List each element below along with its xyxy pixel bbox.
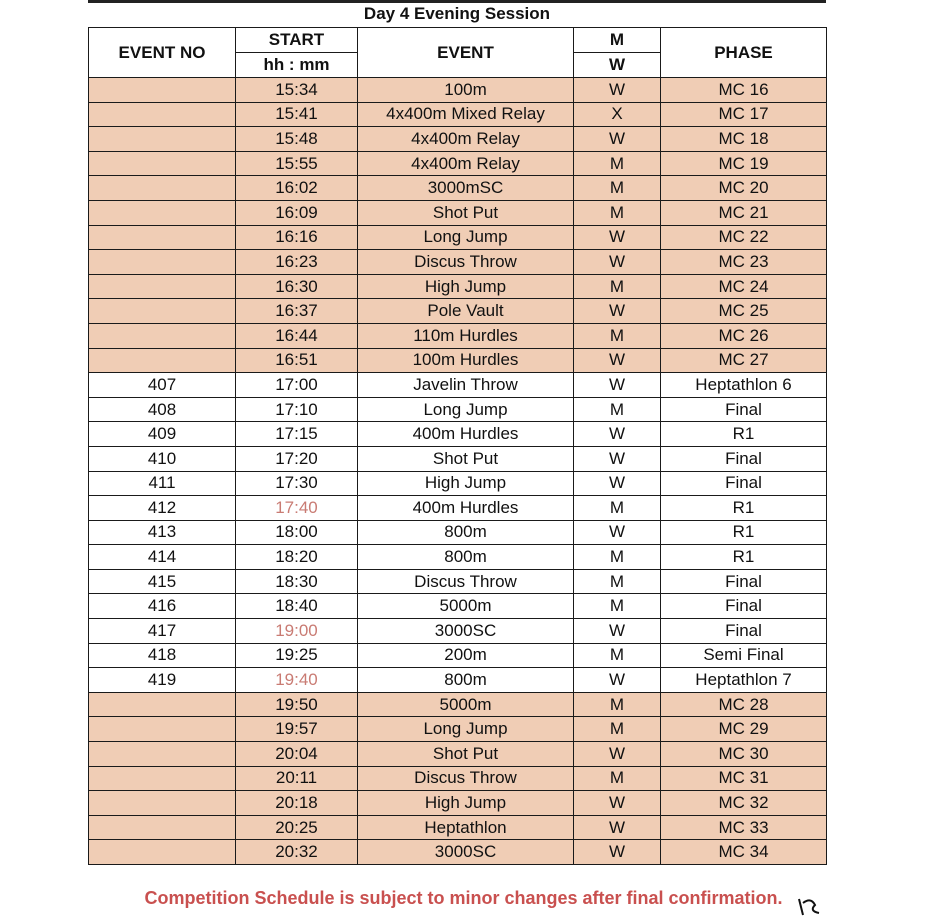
cell-event-no: 408 bbox=[89, 397, 236, 422]
cell-event: High Jump bbox=[358, 791, 574, 816]
cell-gender: W bbox=[574, 299, 661, 324]
table-row bbox=[89, 815, 827, 840]
cell-event: 800m bbox=[358, 668, 574, 693]
cell-phase: Semi Final bbox=[661, 643, 827, 668]
header-start-format: hh : mm bbox=[236, 53, 358, 78]
table-row bbox=[89, 840, 827, 865]
cell-phase: R1 bbox=[661, 545, 827, 570]
cell-event-no bbox=[89, 176, 236, 201]
cell-event: 3000SC bbox=[358, 619, 574, 644]
cell-event: 4x400m Relay bbox=[358, 151, 574, 176]
table-row bbox=[89, 373, 827, 398]
cell-phase: MC 31 bbox=[661, 766, 827, 791]
table-row bbox=[89, 471, 827, 496]
cell-phase: Heptathlon 6 bbox=[661, 373, 827, 398]
cell-event-no bbox=[89, 200, 236, 225]
cell-start-time: 16:51 bbox=[236, 348, 358, 373]
table-row bbox=[89, 102, 827, 127]
table-row bbox=[89, 791, 827, 816]
cell-gender: M bbox=[574, 496, 661, 521]
cell-phase: MC 16 bbox=[661, 78, 827, 103]
cell-event-no bbox=[89, 274, 236, 299]
header-gender-w: W bbox=[574, 53, 661, 78]
cell-event-no bbox=[89, 766, 236, 791]
cell-event-no bbox=[89, 717, 236, 742]
cell-start-time: 20:32 bbox=[236, 840, 358, 865]
cell-phase: MC 33 bbox=[661, 815, 827, 840]
cell-gender: W bbox=[574, 668, 661, 693]
header-start: START bbox=[236, 28, 358, 53]
cell-event-no: 412 bbox=[89, 496, 236, 521]
cell-phase: MC 34 bbox=[661, 840, 827, 865]
cell-gender: W bbox=[574, 348, 661, 373]
cell-gender: M bbox=[574, 274, 661, 299]
footer-note: Competition Schedule is subject to minor changes after final confirmation. bbox=[144, 888, 783, 908]
cell-phase: MC 25 bbox=[661, 299, 827, 324]
cell-phase: MC 27 bbox=[661, 348, 827, 373]
cell-start-time: 18:00 bbox=[236, 520, 358, 545]
cell-event-no: 411 bbox=[89, 471, 236, 496]
cell-start-time: 17:30 bbox=[236, 471, 358, 496]
cell-event-no: 410 bbox=[89, 446, 236, 471]
table-row bbox=[89, 742, 827, 767]
cell-gender: W bbox=[574, 78, 661, 103]
cell-phase: MC 28 bbox=[661, 692, 827, 717]
cell-start-time: 18:40 bbox=[236, 594, 358, 619]
cell-gender: W bbox=[574, 520, 661, 545]
schedule-body bbox=[89, 78, 827, 865]
cell-start-time: 19:50 bbox=[236, 692, 358, 717]
cell-start-time: 15:48 bbox=[236, 127, 358, 152]
cell-phase: MC 32 bbox=[661, 791, 827, 816]
cell-start-time: 17:40 bbox=[236, 496, 358, 521]
cell-event: 5000m bbox=[358, 594, 574, 619]
cell-start-time: 16:09 bbox=[236, 200, 358, 225]
cell-gender: M bbox=[574, 692, 661, 717]
cell-event: High Jump bbox=[358, 274, 574, 299]
cell-event: 800m bbox=[358, 545, 574, 570]
table-row bbox=[89, 717, 827, 742]
cell-gender: W bbox=[574, 127, 661, 152]
cell-start-time: 16:23 bbox=[236, 250, 358, 275]
cell-event: 4x400m Mixed Relay bbox=[358, 102, 574, 127]
table-row bbox=[89, 274, 827, 299]
cell-phase: MC 24 bbox=[661, 274, 827, 299]
cell-event: 4x400m Relay bbox=[358, 127, 574, 152]
cell-event: 5000m bbox=[358, 692, 574, 717]
cell-event-no bbox=[89, 78, 236, 103]
cell-event: Shot Put bbox=[358, 200, 574, 225]
cell-phase: Final bbox=[661, 446, 827, 471]
cell-start-time: 20:11 bbox=[236, 766, 358, 791]
cell-event-no: 418 bbox=[89, 643, 236, 668]
cell-start-time: 16:30 bbox=[236, 274, 358, 299]
signature-mark bbox=[795, 895, 825, 917]
cell-event: Pole Vault bbox=[358, 299, 574, 324]
cell-start-time: 18:30 bbox=[236, 569, 358, 594]
cell-event-no: 409 bbox=[89, 422, 236, 447]
cell-start-time: 16:16 bbox=[236, 225, 358, 250]
cell-event: Javelin Throw bbox=[358, 373, 574, 398]
cell-phase: MC 22 bbox=[661, 225, 827, 250]
table-row bbox=[89, 520, 827, 545]
cell-start-time: 19:25 bbox=[236, 643, 358, 668]
cell-start-time: 19:00 bbox=[236, 619, 358, 644]
cell-gender: W bbox=[574, 619, 661, 644]
cell-gender: M bbox=[574, 151, 661, 176]
page-title: Day 4 Evening Session bbox=[363, 4, 551, 23]
cell-event-no: 414 bbox=[89, 545, 236, 570]
cell-event: 100m Hurdles bbox=[358, 348, 574, 373]
cell-event-no: 413 bbox=[89, 520, 236, 545]
cell-phase: Final bbox=[661, 397, 827, 422]
cell-event-no bbox=[89, 348, 236, 373]
cell-event: 400m Hurdles bbox=[358, 422, 574, 447]
cell-phase: MC 21 bbox=[661, 200, 827, 225]
cell-gender: W bbox=[574, 250, 661, 275]
cell-start-time: 18:20 bbox=[236, 545, 358, 570]
cell-gender: M bbox=[574, 594, 661, 619]
top-rule bbox=[88, 0, 826, 3]
cell-start-time: 17:00 bbox=[236, 373, 358, 398]
table-row bbox=[89, 151, 827, 176]
table-row bbox=[89, 766, 827, 791]
cell-event: 800m bbox=[358, 520, 574, 545]
cell-event-no bbox=[89, 151, 236, 176]
table-row bbox=[89, 176, 827, 201]
cell-start-time: 16:02 bbox=[236, 176, 358, 201]
cell-event-no bbox=[89, 225, 236, 250]
cell-gender: W bbox=[574, 373, 661, 398]
cell-gender: X bbox=[574, 102, 661, 127]
cell-start-time: 16:37 bbox=[236, 299, 358, 324]
cell-event: 400m Hurdles bbox=[358, 496, 574, 521]
cell-event: 3000SC bbox=[358, 840, 574, 865]
cell-gender: W bbox=[574, 742, 661, 767]
cell-event-no bbox=[89, 323, 236, 348]
table-row bbox=[89, 250, 827, 275]
cell-start-time: 19:40 bbox=[236, 668, 358, 693]
cell-event-no bbox=[89, 815, 236, 840]
table-row bbox=[89, 446, 827, 471]
table-row bbox=[89, 545, 827, 570]
cell-gender: W bbox=[574, 225, 661, 250]
cell-start-time: 19:57 bbox=[236, 717, 358, 742]
cell-start-time: 20:04 bbox=[236, 742, 358, 767]
cell-start-time: 16:44 bbox=[236, 323, 358, 348]
cell-gender: M bbox=[574, 545, 661, 570]
table-row bbox=[89, 397, 827, 422]
cell-event: Long Jump bbox=[358, 717, 574, 742]
cell-event-no: 416 bbox=[89, 594, 236, 619]
cell-event: Shot Put bbox=[358, 742, 574, 767]
cell-event: 110m Hurdles bbox=[358, 323, 574, 348]
cell-event-no bbox=[89, 299, 236, 324]
cell-start-time: 17:20 bbox=[236, 446, 358, 471]
cell-event: Discus Throw bbox=[358, 569, 574, 594]
cell-event: Discus Throw bbox=[358, 250, 574, 275]
cell-phase: Final bbox=[661, 594, 827, 619]
header-event-no: EVENT NO bbox=[89, 28, 236, 78]
cell-event: Discus Throw bbox=[358, 766, 574, 791]
table-row bbox=[89, 619, 827, 644]
schedule-table bbox=[88, 27, 827, 865]
cell-event-no bbox=[89, 102, 236, 127]
table-row bbox=[89, 348, 827, 373]
cell-phase: R1 bbox=[661, 496, 827, 521]
cell-event-no bbox=[89, 840, 236, 865]
cell-start-time: 20:25 bbox=[236, 815, 358, 840]
cell-event-no bbox=[89, 742, 236, 767]
cell-gender: W bbox=[574, 840, 661, 865]
cell-event: High Jump bbox=[358, 471, 574, 496]
cell-gender: M bbox=[574, 176, 661, 201]
cell-event-no bbox=[89, 250, 236, 275]
cell-event: Long Jump bbox=[358, 225, 574, 250]
cell-phase: Final bbox=[661, 471, 827, 496]
cell-gender: W bbox=[574, 471, 661, 496]
cell-start-time: 20:18 bbox=[236, 791, 358, 816]
table-row bbox=[89, 643, 827, 668]
cell-event-no: 419 bbox=[89, 668, 236, 693]
cell-phase: Heptathlon 7 bbox=[661, 668, 827, 693]
cell-event-no: 407 bbox=[89, 373, 236, 398]
table-row bbox=[89, 668, 827, 693]
table-row bbox=[89, 225, 827, 250]
cell-phase: MC 19 bbox=[661, 151, 827, 176]
cell-event: Shot Put bbox=[358, 446, 574, 471]
cell-phase: R1 bbox=[661, 422, 827, 447]
cell-phase: MC 23 bbox=[661, 250, 827, 275]
header-gender-m: M bbox=[574, 28, 661, 53]
cell-event: Long Jump bbox=[358, 397, 574, 422]
cell-gender: M bbox=[574, 397, 661, 422]
header-phase: PHASE bbox=[661, 28, 827, 78]
cell-event: 3000mSC bbox=[358, 176, 574, 201]
cell-start-time: 15:41 bbox=[236, 102, 358, 127]
cell-gender: M bbox=[574, 717, 661, 742]
table-row bbox=[89, 496, 827, 521]
cell-start-time: 17:15 bbox=[236, 422, 358, 447]
cell-gender: W bbox=[574, 446, 661, 471]
cell-gender: M bbox=[574, 569, 661, 594]
table-row bbox=[89, 78, 827, 103]
table-row bbox=[89, 692, 827, 717]
cell-phase: MC 29 bbox=[661, 717, 827, 742]
cell-event-no bbox=[89, 127, 236, 152]
cell-event: Heptathlon bbox=[358, 815, 574, 840]
cell-phase: Final bbox=[661, 619, 827, 644]
cell-start-time: 15:55 bbox=[236, 151, 358, 176]
cell-phase: MC 26 bbox=[661, 323, 827, 348]
cell-phase: MC 30 bbox=[661, 742, 827, 767]
cell-gender: M bbox=[574, 200, 661, 225]
cell-phase: MC 17 bbox=[661, 102, 827, 127]
table-row bbox=[89, 569, 827, 594]
table-row bbox=[89, 299, 827, 324]
cell-gender: M bbox=[574, 323, 661, 348]
cell-gender: W bbox=[574, 791, 661, 816]
header-event: EVENT bbox=[358, 28, 574, 78]
cell-start-time: 17:10 bbox=[236, 397, 358, 422]
cell-event: 100m bbox=[358, 78, 574, 103]
header-row bbox=[89, 28, 827, 53]
cell-event-no bbox=[89, 692, 236, 717]
cell-gender: M bbox=[574, 643, 661, 668]
cell-gender: M bbox=[574, 766, 661, 791]
cell-phase: MC 18 bbox=[661, 127, 827, 152]
cell-start-time: 15:34 bbox=[236, 78, 358, 103]
table-row bbox=[89, 594, 827, 619]
cell-event-no: 417 bbox=[89, 619, 236, 644]
table-row bbox=[89, 323, 827, 348]
cell-phase: R1 bbox=[661, 520, 827, 545]
cell-gender: W bbox=[574, 422, 661, 447]
cell-event-no: 415 bbox=[89, 569, 236, 594]
table-row bbox=[89, 127, 827, 152]
cell-phase: MC 20 bbox=[661, 176, 827, 201]
table-row bbox=[89, 200, 827, 225]
table-row bbox=[89, 422, 827, 447]
cell-event-no bbox=[89, 791, 236, 816]
cell-event: 200m bbox=[358, 643, 574, 668]
cell-gender: W bbox=[574, 815, 661, 840]
cell-phase: Final bbox=[661, 569, 827, 594]
